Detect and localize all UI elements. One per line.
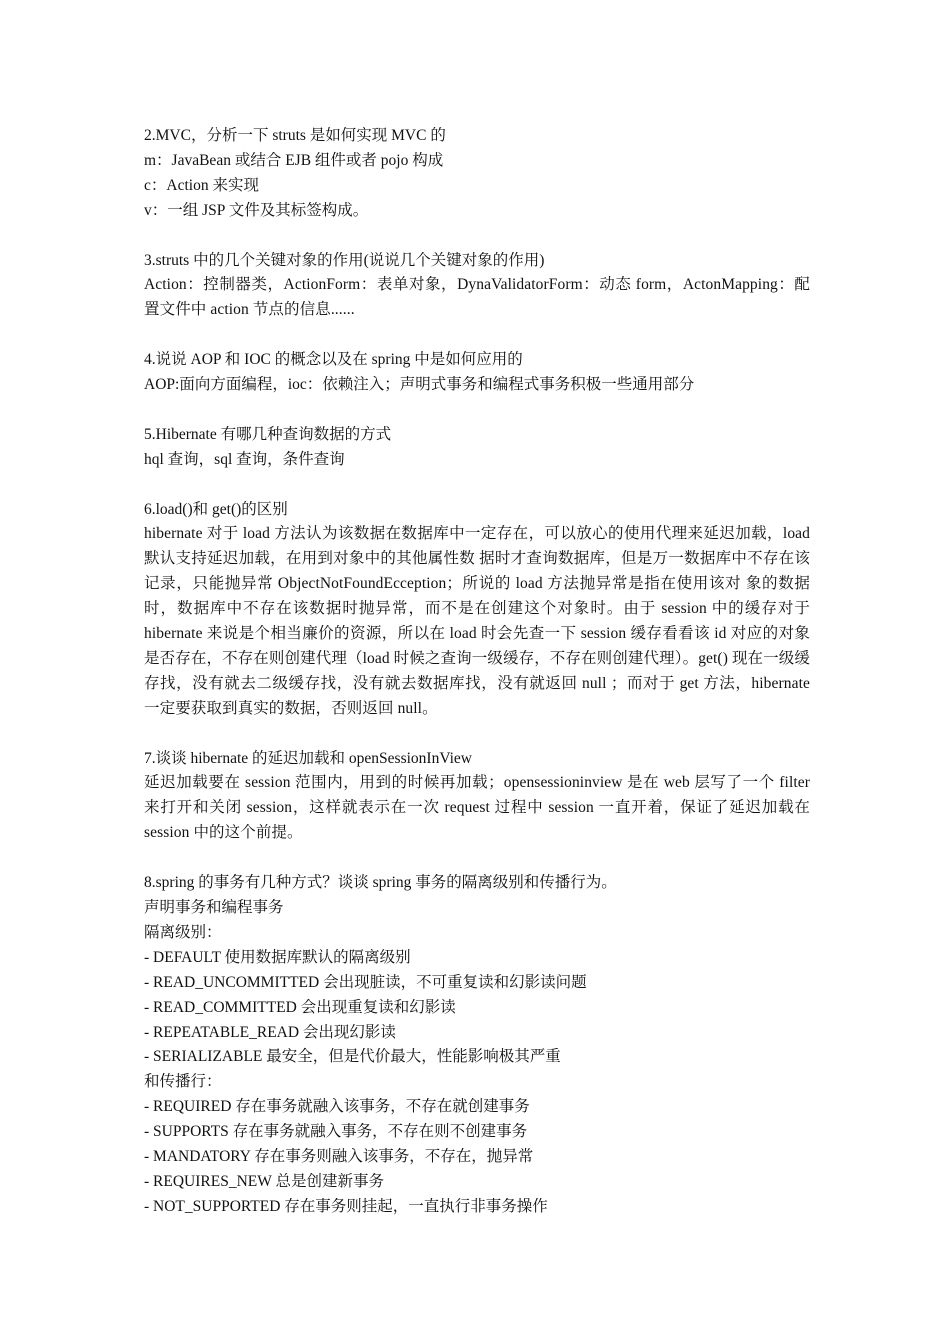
list-item: - SERIALIZABLE 最安全，但是代价最大，性能影响极其严重 — [144, 1048, 561, 1066]
text-line: m：JavaBean 或结合 EJB 组件或者 pojo 构成 — [144, 151, 444, 169]
section-lazy-loading — [144, 747, 810, 847]
section-aop-ioc — [144, 348, 810, 398]
text-line: AOP:面向方面编程，ioc：依赖注入；声明式事务和编程式事务积极一些通用部分 — [144, 376, 695, 394]
paragraph: hibernate 对于 load 方法认为该数据在数据库中一定存在，可以放心的使用代理来延迟加载，load 默认支持延迟加载，在用到对象中的其他属性数 据时才查询数据库，但是万一数据库中不存在该记录，只能抛异常 ObjectNotFoundEcception；所说的 load 方法抛异常是指在使用该对 象的数据时，数据库中不存在该数据时抛异常，而不是在创建这个对象时。由于 session 中的缓存对于 hibernate 来说是个相当廉价的资源，所以在 load 时会先查一下 session 缓存看看该 id 对应的对象是否存在，不存在则创建代理（load 时候之查询一级缓存，不存在则创建代理）。get() 现在一级缓存找，没有就去二级缓存找，没有就去数据库找，没有就返回 null ；而对于 get 方法，hibernate 一定要获取到真实的数据，否则返回 null。 — [144, 525, 810, 717]
text-line: c：Action 来实现 — [144, 176, 259, 194]
section-heading: 3.struts 中的几个关键对象的作用(说说几个关键对象的作用) — [144, 251, 545, 269]
text-line: 声明事务和编程事务 — [144, 899, 284, 916]
list-item: - READ_UNCOMMITTED 会出现脏读，不可重复读和幻影读问题 — [144, 973, 587, 991]
list-item: - REQUIRES_NEW 总是创建新事务 — [144, 1172, 384, 1190]
section-heading: 5.Hibernate 有哪几种查询数据的方式 — [144, 425, 392, 443]
document-page — [144, 124, 810, 1245]
list-item: - REPEATABLE_READ 会出现幻影读 — [144, 1023, 396, 1041]
section-struts-objects — [144, 249, 810, 324]
list-item: - DEFAULT 使用数据库默认的隔离级别 — [144, 948, 411, 966]
list-item: - SUPPORTS 存在事务就融入事务，不存在则不创建事务 — [144, 1123, 528, 1141]
paragraph: Action：控制器类，ActionForm：表单对象，DynaValidatorForm：动态 form，ActonMapping：配置文件中 action 节点的信息...... — [144, 276, 810, 319]
section-mvc — [144, 124, 810, 224]
section-load-get — [144, 498, 810, 722]
section-heading: 8.spring 的事务有几种方式？谈谈 spring 事务的隔离级别和传播行为。 — [144, 874, 617, 892]
list-item: - MANDATORY 存在事务则融入该事务，不存在，抛异常 — [144, 1148, 534, 1166]
text-line: hql 查询，sql 查询，条件查询 — [144, 450, 345, 468]
text-line: 隔离级别： — [144, 923, 222, 941]
section-heading: 6.load()和 get()的区别 — [144, 500, 288, 518]
list-item: - NOT_SUPPORTED 存在事务则挂起，一直执行非事务操作 — [144, 1197, 548, 1215]
list-item: - READ_COMMITTED 会出现重复读和幻影读 — [144, 998, 456, 1016]
section-hibernate-query — [144, 423, 810, 473]
section-heading: 7.谈谈 hibernate 的延迟加载和 openSessionInView — [144, 749, 472, 767]
list-item: - REQUIRED 存在事务就融入该事务，不存在就创建事务 — [144, 1098, 530, 1116]
text-line: 和传播行： — [144, 1073, 222, 1091]
text-line: v：一组 JSP 文件及其标签构成。 — [144, 201, 369, 219]
section-heading: 4.说说 AOP 和 IOC 的概念以及在 spring 中是如何应用的 — [144, 351, 523, 369]
paragraph: 延迟加载要在 session 范围内，用到的时候再加载；opensessioninview 是在 web 层写了一个 filter 来打开和关闭 session，这样就表示在一次 request 过程中 session 一直开着，保证了延迟加载在 session 中的这个前提。 — [144, 774, 810, 842]
section-spring-transactions — [144, 871, 810, 1220]
section-heading: 2.MVC，分析一下 struts 是如何实现 MVC 的 — [144, 127, 446, 144]
